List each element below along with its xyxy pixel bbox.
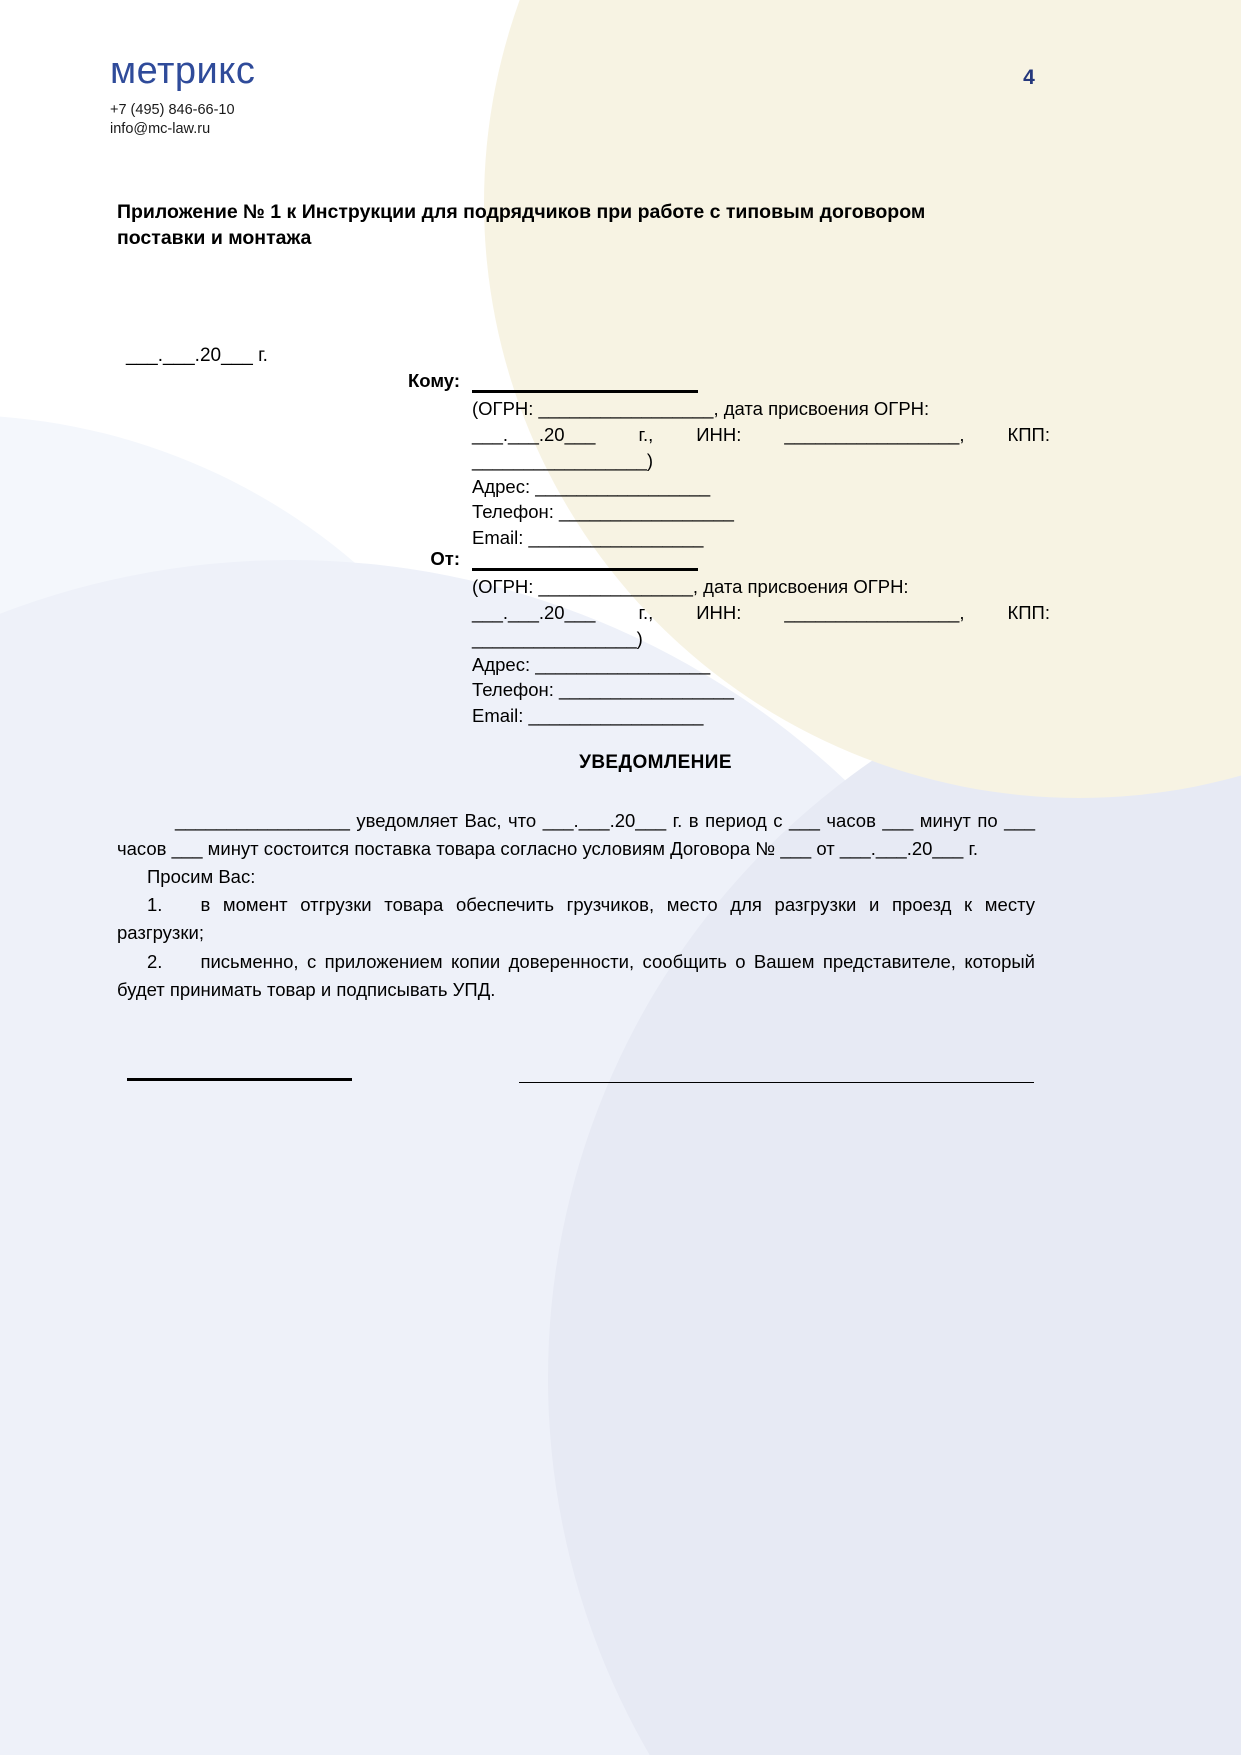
sender-ogrn-year-suffix: г., xyxy=(638,601,654,623)
recipient-kpp-label: КПП: xyxy=(1007,423,1050,445)
recipient-details xyxy=(472,370,1052,551)
header-contact-info xyxy=(110,101,235,139)
company-logo: метрикс xyxy=(110,50,256,92)
notice-item-2-number: 2. xyxy=(147,950,163,972)
sender-label: От: xyxy=(430,548,460,569)
sender-ogrn-line-2 xyxy=(472,600,1050,626)
contact-email: info@mc-law.ru xyxy=(110,121,211,138)
document-title: Приложение № 1 к Инструкции для подрядчиков при работе с типовым договором поставки и монтажа xyxy=(117,201,926,249)
notice-paragraph-2-text: Просим Вас: xyxy=(147,866,256,888)
notice-body xyxy=(117,807,1035,1004)
recipient-address: Адрес: _________________ xyxy=(472,475,711,497)
notice-heading: УВЕДОМЛЕНИЕ xyxy=(579,752,732,773)
sender-kpp-label: КПП: xyxy=(1007,601,1050,623)
sender-inn-label: ИНН: xyxy=(696,601,742,623)
sender-ogrn-date: ___.___.20___ xyxy=(472,601,596,623)
recipient-inn-value: _________________, xyxy=(784,423,965,445)
recipient-ogrn-line-2 xyxy=(472,422,1050,448)
recipient-name-rule xyxy=(472,370,1052,396)
sender-email: Email: _________________ xyxy=(472,705,704,727)
notice-item-1 xyxy=(117,891,1035,947)
page-number: 4 xyxy=(1023,66,1035,89)
recipient-phone: Телефон: _________________ xyxy=(472,501,734,523)
notice-item-2-text: письменно, с приложением копии доверенности, сообщить о Вашем представителе, который будет принимать товар и подписывать УПД. xyxy=(117,950,1035,1000)
recipient-label: Кому: xyxy=(408,370,460,391)
signature-line-left xyxy=(127,1078,352,1081)
sender-address: Адрес: _________________ xyxy=(472,653,711,675)
sender-ogrn-line-1: (ОГРН: _______________, дата присвоения ОГРН: xyxy=(472,575,909,597)
sender-name-rule xyxy=(472,548,1052,574)
notice-paragraph-2 xyxy=(117,863,1035,891)
notice-paragraph-1-text: _________________ уведомляет Вас, что ___.___.20___ г. в период с ___ часов ___ минут по ___ часов ___ минут состоится поставка товара согласно условиям Договора № ___ от ___.___.20___ г. xyxy=(117,810,1035,860)
sender-phone: Телефон: _________________ xyxy=(472,679,734,701)
recipient-ogrn-date: ___.___.20___ xyxy=(472,423,596,445)
contact-phone: +7 (495) 846-66-10 xyxy=(110,102,235,118)
document-date-line: ___.___.20___ г. xyxy=(126,345,268,366)
notice-item-1-number: 1. xyxy=(147,894,163,916)
recipient-ogrn-line-1: (ОГРН: _________________, дата присвоения ОГРН: xyxy=(472,397,930,419)
signature-line-right xyxy=(519,1082,1034,1083)
recipient-email: Email: _________________ xyxy=(472,527,704,549)
sender-inn-value: _________________, xyxy=(784,601,965,623)
sender-details xyxy=(472,548,1052,729)
signature-row xyxy=(0,1070,1241,1100)
recipient-inn-label: ИНН: xyxy=(696,423,742,445)
notice-item-1-text: в момент отгрузки товара обеспечить грузчиков, место для разгрузки и проезд к месту разгрузки; xyxy=(117,894,1035,944)
sender-ogrn-line-3: ________________) xyxy=(472,627,643,649)
notice-paragraph-1 xyxy=(117,807,1035,863)
recipient-ogrn-line-3: _________________) xyxy=(472,449,654,471)
recipient-ogrn-year-suffix: г., xyxy=(638,423,654,445)
notice-item-2 xyxy=(117,948,1035,1004)
